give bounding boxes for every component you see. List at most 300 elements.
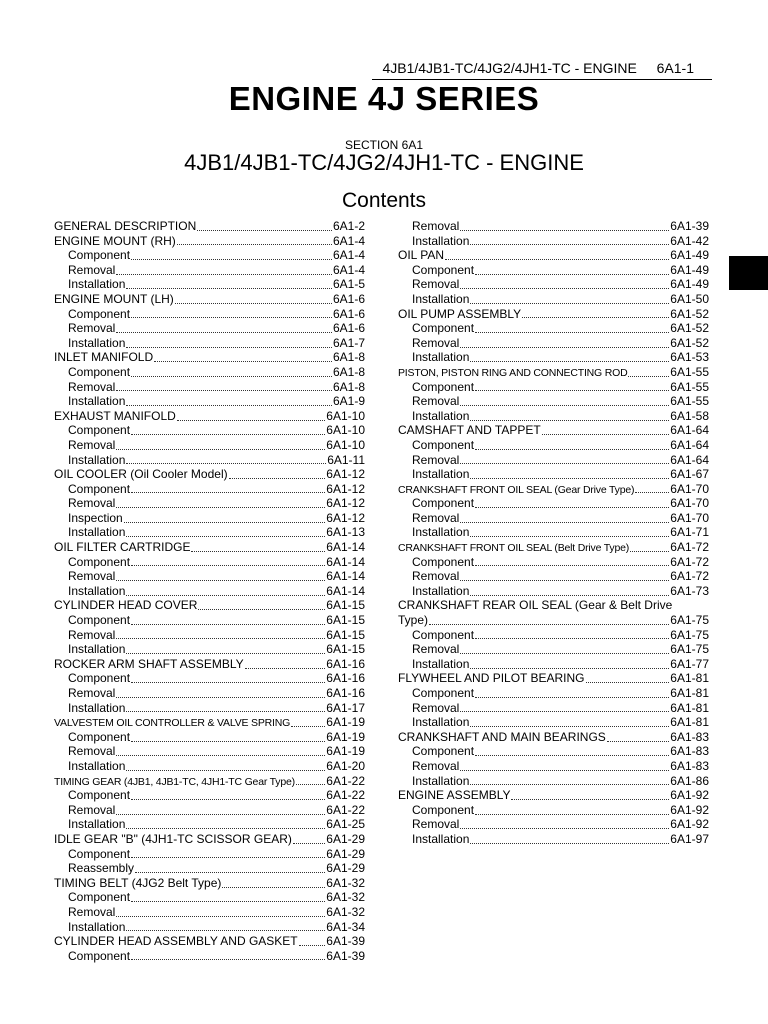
dot-leader xyxy=(460,701,669,712)
toc-entry[interactable] xyxy=(398,540,709,555)
dot-leader xyxy=(607,731,669,742)
dot-leader xyxy=(293,833,325,844)
toc-entry-label: Component xyxy=(68,729,131,744)
toc-sub-entry[interactable] xyxy=(398,467,709,482)
toc-entry-page: 6A1-12 xyxy=(326,467,365,482)
toc-entry-page: 6A1-39 xyxy=(326,948,365,963)
contents-heading: Contents xyxy=(341,189,427,212)
toc-entry-page: 6A1-8 xyxy=(332,364,365,379)
dot-leader xyxy=(131,424,325,435)
dot-leader xyxy=(460,220,669,231)
toc-entry-page: 6A1-55 xyxy=(670,364,709,379)
toc-sub-entry[interactable] xyxy=(398,803,709,818)
toc-entry[interactable] xyxy=(398,788,709,803)
dot-leader xyxy=(475,745,669,756)
toc-sub-entry[interactable] xyxy=(398,744,709,759)
toc-entry-label: Installation xyxy=(68,583,126,598)
toc-sub-entry[interactable] xyxy=(54,394,365,409)
toc-entry-page: 6A1-19 xyxy=(326,715,365,730)
dot-leader xyxy=(470,410,669,421)
toc-sub-entry[interactable] xyxy=(398,496,709,511)
toc-sub-entry[interactable] xyxy=(54,453,365,468)
toc-entry-page: 6A1-92 xyxy=(670,802,709,817)
toc-sub-entry[interactable] xyxy=(398,219,709,234)
toc-entry-label: Component xyxy=(412,554,475,569)
dot-leader xyxy=(470,293,669,304)
toc-sub-entry[interactable] xyxy=(398,628,709,643)
toc-entry-page: 6A1-12 xyxy=(326,496,365,511)
dot-leader xyxy=(229,468,326,479)
dot-leader xyxy=(460,570,669,581)
dot-leader xyxy=(126,337,332,348)
toc-sub-entry[interactable] xyxy=(54,321,365,336)
toc-entry[interactable] xyxy=(54,409,365,424)
dot-leader xyxy=(116,264,332,275)
toc-entry-page: 6A1-19 xyxy=(326,729,365,744)
toc-entry-label: Removal xyxy=(412,510,460,525)
toc-sub-entry[interactable] xyxy=(54,438,365,453)
toc-entry[interactable] xyxy=(54,934,365,949)
toc-entry-label: INLET MANIFOLD xyxy=(54,350,154,365)
dot-leader xyxy=(116,906,325,917)
toc-entry[interactable] xyxy=(54,876,365,891)
toc-entry-page: 6A1-50 xyxy=(670,291,709,306)
toc-entry-label: Installation xyxy=(412,831,470,846)
dot-leader xyxy=(460,395,669,406)
toc-sub-entry[interactable] xyxy=(398,321,709,336)
toc-entry-label: Installation xyxy=(68,642,126,657)
toc-sub-entry[interactable] xyxy=(54,759,365,774)
dot-leader xyxy=(116,322,332,333)
toc-sub-entry[interactable] xyxy=(398,832,709,847)
toc-entry-label: Component xyxy=(68,890,131,905)
toc-sub-entry[interactable] xyxy=(54,686,365,701)
dot-leader xyxy=(475,497,669,508)
toc-entry-label: CAMSHAFT AND TAPPET xyxy=(398,423,541,438)
toc-sub-entry[interactable] xyxy=(54,730,365,745)
toc-entry-label: Installation xyxy=(412,715,470,730)
toc-entry[interactable] xyxy=(54,467,365,482)
toc-entry-page: 6A1-16 xyxy=(326,671,365,686)
toc-entry-label: Installation xyxy=(412,408,470,423)
toc-entry-page: 6A1-64 xyxy=(670,437,709,452)
toc-entry-label: Component xyxy=(68,306,131,321)
toc-entry[interactable] xyxy=(54,715,365,730)
toc-entry[interactable] xyxy=(54,540,365,555)
toc-sub-entry[interactable] xyxy=(54,817,365,832)
toc-entry-label: OIL PAN xyxy=(398,248,445,263)
toc-entry-page: 6A1-73 xyxy=(670,583,709,598)
toc-entry-label: GENERAL DESCRIPTION xyxy=(54,219,197,233)
dot-leader xyxy=(475,687,669,698)
toc-sub-entry[interactable] xyxy=(398,380,709,395)
toc-sub-entry[interactable] xyxy=(54,920,365,935)
toc-entry-page: 6A1-22 xyxy=(326,788,365,803)
toc-sub-entry[interactable] xyxy=(54,365,365,380)
toc-entry-page: 6A1-83 xyxy=(670,744,709,759)
toc-entry-page: 6A1-12 xyxy=(326,481,365,496)
toc-entry-label: Installation xyxy=(68,335,126,350)
toc-sub-entry[interactable] xyxy=(54,847,365,862)
toc-entry-label: Component xyxy=(412,262,475,277)
dot-leader xyxy=(116,628,325,639)
toc-entry-page: 6A1-49 xyxy=(670,277,709,292)
toc-sub-entry[interactable] xyxy=(398,292,709,307)
dot-leader xyxy=(131,366,332,377)
toc-sub-entry[interactable] xyxy=(398,817,709,832)
toc-sub-entry[interactable] xyxy=(54,336,365,351)
toc-entry-label: Component xyxy=(68,554,131,569)
toc-entry-page: 6A1-7 xyxy=(332,335,365,350)
dot-leader xyxy=(522,307,669,318)
dot-leader xyxy=(135,862,325,873)
toc-sub-entry[interactable] xyxy=(54,423,365,438)
dot-leader xyxy=(126,760,325,771)
toc-entry-label: Removal xyxy=(68,321,116,336)
running-title: 4JB1/4JB1-TC/4JG2/4JH1-TC - ENGINE xyxy=(382,60,637,76)
toc-entry[interactable] xyxy=(54,219,365,234)
toc-entry-label: Installation xyxy=(412,350,470,365)
toc-entry-label: OIL FILTER CARTRIDGE xyxy=(54,540,191,555)
dot-leader xyxy=(429,614,669,625)
toc-sub-entry[interactable] xyxy=(54,628,365,643)
toc-sub-entry[interactable] xyxy=(398,336,709,351)
toc-sub-entry[interactable] xyxy=(54,788,365,803)
toc-entry-page: 6A1-49 xyxy=(670,248,709,263)
dot-leader xyxy=(460,818,669,829)
toc-sub-entry[interactable] xyxy=(54,482,365,497)
toc-entry-label: Component xyxy=(412,627,475,642)
toc-entry-label: Installation xyxy=(412,656,470,671)
toc-sub-entry[interactable] xyxy=(398,409,709,424)
toc-sub-entry[interactable] xyxy=(398,686,709,701)
toc-sub-entry[interactable] xyxy=(398,701,709,716)
toc-entry-page: 6A1-75 xyxy=(670,627,709,642)
toc-sub-entry[interactable] xyxy=(54,861,365,876)
toc-entry-label: VALVESTEM OIL CONTROLLER & VALVE SPRING xyxy=(54,717,291,730)
toc-entry-label: TIMING BELT (4JG2 Belt Type) xyxy=(54,875,222,890)
toc-entry-page: 6A1-5 xyxy=(332,277,365,292)
dot-leader xyxy=(131,891,325,902)
toc-entry-page: 6A1-39 xyxy=(326,934,365,949)
toc-sub-entry[interactable] xyxy=(54,905,365,920)
toc-entry-label: ENGINE ASSEMBLY xyxy=(398,788,511,803)
toc-entry-page: 6A1-8 xyxy=(332,379,365,394)
running-header xyxy=(382,60,694,76)
toc-entry-page: 6A1-11 xyxy=(327,452,365,467)
toc-entry-page: 6A1-14 xyxy=(326,554,365,569)
toc-entry[interactable] xyxy=(398,307,709,322)
dot-leader xyxy=(126,920,325,931)
toc-entry[interactable] xyxy=(54,292,365,307)
toc-entry-page: 6A1-77 xyxy=(670,656,709,671)
toc-entry-page: 6A1-14 xyxy=(326,569,365,584)
toc-sub-entry[interactable] xyxy=(54,525,365,540)
toc-entry-page: 6A1-6 xyxy=(332,291,365,306)
dot-leader xyxy=(470,468,669,479)
toc-entry-label: Removal xyxy=(68,686,116,700)
toc-sub-entry[interactable] xyxy=(398,234,709,249)
toc-entry-page: 6A1-8 xyxy=(332,350,365,365)
dot-leader xyxy=(586,672,670,683)
toc-entry-page: 6A1-32 xyxy=(326,890,365,905)
toc-entry-page: 6A1-14 xyxy=(326,540,365,555)
dot-leader xyxy=(470,351,669,362)
dot-leader xyxy=(131,307,332,318)
toc-sub-entry[interactable] xyxy=(398,555,709,570)
toc-entry-label: Component xyxy=(68,671,131,686)
toc-entry-label: Component xyxy=(68,481,131,496)
toc-entry[interactable] xyxy=(54,234,365,249)
toc-entry-label: Removal xyxy=(68,379,116,394)
dot-leader xyxy=(296,774,325,785)
toc-entry-page: 6A1-20 xyxy=(326,758,365,773)
dot-leader xyxy=(154,351,332,362)
toc-entry-page: 6A1-71 xyxy=(670,525,709,540)
toc-sub-entry[interactable] xyxy=(398,453,709,468)
toc-entry[interactable] xyxy=(398,613,709,628)
toc-sub-entry[interactable] xyxy=(54,569,365,584)
toc-entry-label: Component xyxy=(68,248,131,263)
toc-sub-entry[interactable] xyxy=(398,277,709,292)
toc-entry-label: Removal xyxy=(412,394,460,409)
toc-sub-entry[interactable] xyxy=(398,525,709,540)
toc-sub-entry[interactable] xyxy=(398,715,709,730)
toc-sub-entry[interactable] xyxy=(54,949,365,964)
dot-leader xyxy=(116,497,325,508)
dot-leader xyxy=(475,628,669,639)
dot-leader xyxy=(475,439,669,450)
toc-entry-label: Removal xyxy=(68,262,116,277)
toc-sub-entry[interactable] xyxy=(54,380,365,395)
dot-leader xyxy=(198,599,325,610)
toc-entry-label: Installation xyxy=(412,773,470,788)
dot-leader xyxy=(126,395,332,406)
toc-entry-page: 6A1-16 xyxy=(326,686,365,700)
toc-sub-entry[interactable] xyxy=(54,701,365,716)
toc-entry-page: 6A1-81 xyxy=(670,700,709,715)
toc-entry-page: 6A1-52 xyxy=(670,335,709,350)
toc-entry-page: 6A1-13 xyxy=(326,525,365,540)
toc-entry-label: Removal xyxy=(412,569,460,584)
dot-leader xyxy=(475,264,669,275)
dot-leader xyxy=(131,555,325,566)
toc-entry-label: Component xyxy=(412,744,475,759)
dot-leader xyxy=(291,716,325,727)
toc-sub-entry[interactable] xyxy=(398,584,709,599)
toc-entry-label: Installation xyxy=(412,525,470,540)
toc-entry-page: 6A1-70 xyxy=(670,481,709,496)
dot-leader xyxy=(635,482,669,493)
toc-entry-page: 6A1-81 xyxy=(670,671,709,686)
toc-sub-entry[interactable] xyxy=(54,613,365,628)
dot-leader xyxy=(628,366,669,377)
dot-leader xyxy=(131,949,325,960)
toc-entry[interactable] xyxy=(54,657,365,672)
toc-left-column xyxy=(54,219,365,963)
toc-entry-page: 6A1-52 xyxy=(670,306,709,321)
toc-entry-page: 6A1-49 xyxy=(670,262,709,277)
toc-entry-label: CRANKSHAFT FRONT OIL SEAL (Belt Drive Type) xyxy=(398,542,630,555)
toc-sub-entry[interactable] xyxy=(398,774,709,789)
toc-entry-label: TIMING GEAR (4JB1, 4JB1-TC, 4JH1-TC Gear Type) xyxy=(54,775,295,788)
toc-sub-entry[interactable] xyxy=(398,642,709,657)
toc-sub-entry[interactable] xyxy=(54,671,365,686)
dot-leader xyxy=(116,804,325,815)
toc-entry-page: 6A1-19 xyxy=(326,744,365,759)
dot-leader xyxy=(126,526,325,537)
toc-entry-page: 6A1-64 xyxy=(670,423,709,438)
toc-entry-page: 6A1-58 xyxy=(670,408,709,423)
dot-leader xyxy=(542,424,670,435)
toc-entry-page: 6A1-70 xyxy=(670,496,709,511)
page-number: 6A1-1 xyxy=(656,60,694,76)
toc-entry-label: Component xyxy=(68,846,131,861)
toc-entry-label: Installation xyxy=(412,233,470,248)
dot-leader xyxy=(126,278,332,289)
toc-sub-entry[interactable] xyxy=(54,803,365,818)
dot-leader xyxy=(460,337,669,348)
toc-entry-page: 6A1-53 xyxy=(670,350,709,365)
toc-entry-label: Installation xyxy=(68,817,126,832)
toc-entry[interactable] xyxy=(398,671,709,686)
toc-sub-entry[interactable] xyxy=(398,263,709,278)
dot-leader xyxy=(470,234,669,245)
toc-entry-label: ENGINE MOUNT (RH) xyxy=(54,233,176,248)
toc-entry-label: ENGINE MOUNT (LH) xyxy=(54,291,174,306)
dot-leader xyxy=(460,278,669,289)
toc-entry-label: Component xyxy=(412,321,475,336)
toc-entry-page: 6A1-15 xyxy=(326,627,365,642)
toc-entry-page: 6A1-14 xyxy=(326,583,365,598)
toc-sub-entry[interactable] xyxy=(398,394,709,409)
toc-sub-entry[interactable] xyxy=(54,277,365,292)
toc-sub-entry[interactable] xyxy=(54,307,365,322)
toc-entry-label: OIL COOLER (Oil Cooler Model) xyxy=(54,467,228,482)
toc-entry-page: 6A1-29 xyxy=(326,861,365,876)
toc-entry-page: 6A1-6 xyxy=(332,321,365,336)
dot-leader xyxy=(460,512,669,523)
section-label: SECTION 6A1 xyxy=(344,138,424,152)
toc-entry-label: CRANKSHAFT AND MAIN BEARINGS xyxy=(398,729,606,744)
toc-sub-entry[interactable] xyxy=(54,263,365,278)
dot-leader xyxy=(177,234,332,245)
toc-sub-entry[interactable] xyxy=(398,759,709,774)
dot-leader xyxy=(460,453,669,464)
dot-leader xyxy=(475,555,669,566)
toc-sub-entry[interactable] xyxy=(54,744,365,759)
toc-entry-label: Installation xyxy=(68,394,126,409)
toc-entry-label: CYLINDER HEAD COVER xyxy=(54,598,198,613)
toc-entry-page: 6A1-67 xyxy=(670,467,709,482)
dot-leader xyxy=(222,877,325,888)
page-title: ENGINE 4J SERIES xyxy=(228,80,540,117)
toc-sub-entry[interactable] xyxy=(398,511,709,526)
toc-entry-label: Installation xyxy=(68,919,126,934)
toc-entry-page: 6A1-75 xyxy=(670,642,709,657)
toc-entry-label: Installation xyxy=(412,583,470,598)
dot-leader xyxy=(630,541,669,552)
dot-leader xyxy=(470,526,669,537)
dot-leader xyxy=(191,541,325,552)
toc-entry[interactable] xyxy=(398,730,709,745)
toc-entry-page: 6A1-4 xyxy=(332,262,365,277)
toc-entry-label: Removal xyxy=(412,700,460,715)
toc-entry-label: Removal xyxy=(412,277,460,292)
toc-entry-page: 6A1-72 xyxy=(670,540,709,555)
toc-entry[interactable] xyxy=(398,248,709,263)
dot-leader xyxy=(131,847,325,858)
toc-entry-page: 6A1-52 xyxy=(670,321,709,336)
dot-leader xyxy=(126,453,326,464)
toc-sub-entry[interactable] xyxy=(54,642,365,657)
toc-entry[interactable] xyxy=(54,774,365,789)
toc-sub-entry[interactable] xyxy=(398,438,709,453)
dot-leader xyxy=(475,322,669,333)
toc-sub-entry[interactable] xyxy=(54,555,365,570)
toc-sub-entry[interactable] xyxy=(398,350,709,365)
toc-entry-page: 6A1-4 xyxy=(332,248,365,263)
dot-leader xyxy=(116,687,325,698)
toc-entry-label: Component xyxy=(412,802,475,817)
toc-sub-entry[interactable] xyxy=(54,248,365,263)
dot-leader xyxy=(475,380,669,391)
toc-entry-page: 6A1-32 xyxy=(326,904,365,919)
toc-entry[interactable] xyxy=(398,423,709,438)
toc-entry[interactable] xyxy=(54,350,365,365)
toc-entry-page: 6A1-9 xyxy=(332,394,365,409)
toc-entry-label: Removal xyxy=(412,817,460,832)
toc-sub-entry[interactable] xyxy=(54,890,365,905)
toc-entry[interactable] xyxy=(54,832,365,847)
toc-sub-entry[interactable] xyxy=(398,569,709,584)
toc-entry[interactable] xyxy=(54,598,365,613)
dot-leader xyxy=(460,643,669,654)
toc-sub-entry[interactable] xyxy=(54,584,365,599)
toc-entry-page: 6A1-83 xyxy=(670,758,709,773)
dot-leader xyxy=(126,643,325,654)
toc-entry-label: IDLE GEAR "B" (4JH1-TC SCISSOR GEAR) xyxy=(54,831,292,846)
dot-leader xyxy=(116,745,325,756)
toc-entry-label: ROCKER ARM SHAFT ASSEMBLY xyxy=(54,656,244,671)
toc-entry-page: 6A1-72 xyxy=(670,554,709,569)
toc-entry[interactable] xyxy=(398,482,709,497)
dot-leader xyxy=(470,658,669,669)
toc-sub-entry[interactable] xyxy=(398,657,709,672)
toc-entry-label: PISTON, PISTON RING AND CONNECTING ROD xyxy=(398,366,628,379)
toc-entry-page: 6A1-64 xyxy=(670,452,709,467)
toc-sub-entry[interactable] xyxy=(54,511,365,526)
dot-leader xyxy=(131,731,325,742)
toc-entry-label: Installation xyxy=(68,277,126,292)
toc-sub-entry[interactable] xyxy=(54,496,365,511)
dot-leader xyxy=(177,410,325,421)
toc-entry-label: Component xyxy=(68,364,131,379)
toc-entry-page: 6A1-97 xyxy=(670,831,709,846)
toc-entry-page: 6A1-55 xyxy=(670,379,709,394)
toc-entry-page: 6A1-22 xyxy=(326,802,365,817)
toc-entry-page: 6A1-39 xyxy=(670,219,709,233)
toc-entry-label: Removal xyxy=(412,758,460,773)
toc-entry[interactable] xyxy=(398,365,709,380)
toc-entry-label: Component xyxy=(68,613,131,628)
toc-entry-label: Removal xyxy=(68,569,116,584)
toc-entry-page: 6A1-25 xyxy=(326,817,365,832)
toc-entry-label: Removal xyxy=(68,744,116,759)
toc-entry[interactable] xyxy=(398,598,709,613)
dot-leader xyxy=(175,293,332,304)
toc-entry-page: 6A1-75 xyxy=(670,613,709,628)
